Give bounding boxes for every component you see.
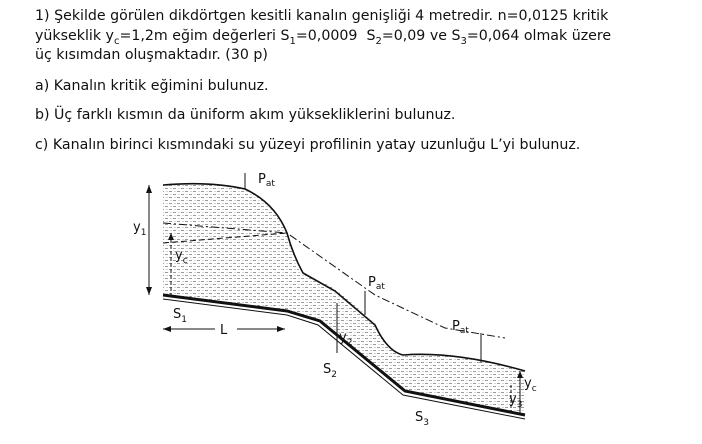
problem-line-2-part-b: =1,2m eğim değerleri S bbox=[119, 27, 290, 44]
pat-label-1: $P_{at}$ bbox=[258, 172, 275, 189]
problem-line-3: üç kısımdan oluşmaktadır. (30 p) bbox=[35, 47, 268, 63]
problem-line-2-part-d: =0,09 ve S bbox=[381, 27, 461, 44]
channel-figure bbox=[125, 163, 555, 428]
pat-label-3: $P_{at}$ bbox=[452, 319, 469, 336]
problem-number: 1) bbox=[35, 8, 50, 24]
question-b: b) Üç farklı kısmın da üniform akım yüksekliklerini bulunuz. bbox=[35, 107, 456, 123]
s3-label: $S_3$ bbox=[415, 410, 429, 428]
subscript-c: c bbox=[113, 35, 120, 47]
question-c: c) Kanalın birinci kısmındaki su yüzeyi profilinin yatay uzunluğu L’yi bulunuz. bbox=[35, 136, 581, 153]
problem-line-2-part-c: =0,0009 S bbox=[295, 27, 376, 44]
y1-label: $y_1$ bbox=[133, 220, 147, 238]
pat-label-2: $P_{at}$ bbox=[368, 275, 385, 292]
problem-text bbox=[35, 7, 695, 155]
y2-label: $y_2$ bbox=[339, 330, 353, 348]
subscript-3: 3 bbox=[460, 35, 467, 47]
problem-line-2-part-e: =0,064 olmak üzere bbox=[466, 27, 612, 44]
l-arrow-left bbox=[163, 326, 171, 332]
yc-label-right: $y_c$ bbox=[524, 376, 537, 394]
problem-line-2-part-a: yükseklik y bbox=[35, 27, 114, 44]
subscript-2: 2 bbox=[375, 35, 382, 47]
l-label: L bbox=[220, 323, 228, 338]
y1-arrow-top bbox=[146, 185, 152, 193]
problem-statement bbox=[35, 7, 695, 66]
s2-label: $S_2$ bbox=[323, 362, 337, 380]
question-a: a) Kanalın kritik eğimini bulunuz. bbox=[35, 77, 269, 94]
s1-label: $S_1$ bbox=[173, 307, 187, 325]
subscript-1: 1 bbox=[289, 35, 296, 47]
l-arrow-right bbox=[277, 326, 285, 332]
yc-label-left: $y_c$ bbox=[175, 248, 188, 266]
y3-label: $y_3$ bbox=[509, 392, 523, 410]
problem-line-1: Şekilde görülen dikdörtgen kesitli kanalın genişliği 4 metredir. n=0,0125 kritik bbox=[54, 8, 609, 24]
y1-arrow-bottom bbox=[146, 287, 152, 295]
